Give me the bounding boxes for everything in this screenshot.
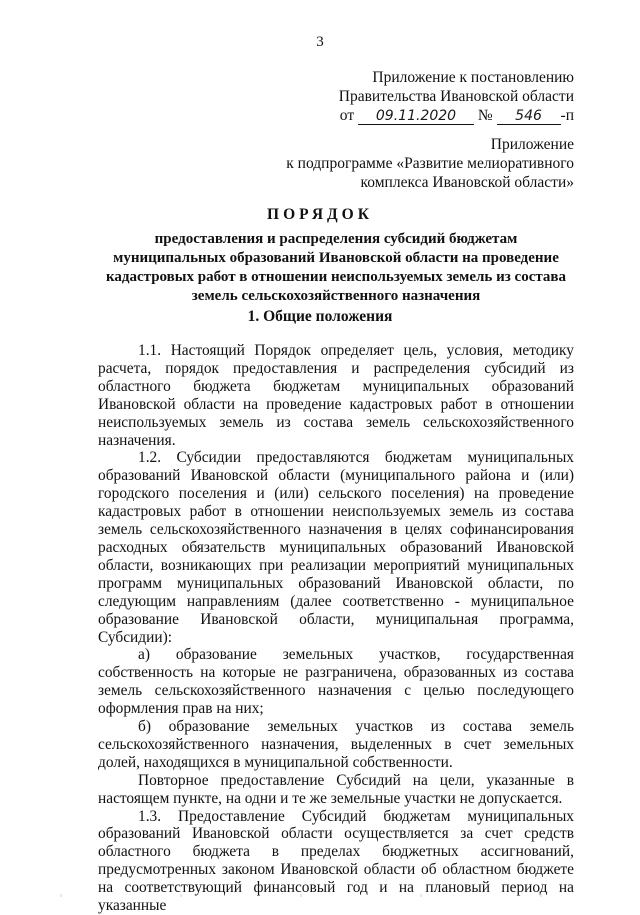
paragraph-item-a: а) образование земельных участков, государственная собственность на которые не разграничена, образованных из состава земель сельскохозяйственного назначения с целью последующего оформления прав на них; <box>98 646 574 718</box>
page-number: 3 <box>316 34 324 50</box>
paragraph-1-3: 1.3. Предоставление Субсидий бюджетам муниципальных образований Ивановской области осуществляется за счет средств областного бюджета в пределах бюджетных ассигнований, предусмотренных законом Ивановской области об областном бюджете на соответствующий финансовый год и на плановый период на указанные <box>98 807 574 915</box>
paragraph-1-2: 1.2. Субсидии предоставляются бюджетам муниципальных образований Ивановской области (муниципального района и (или) городского поселения и (или) сельского поселения) на проведение кадастровых работ в отношении неиспользуемых земель из состава земель сельскохозяйственного назначения в целях софинансирования расходных обязательств муниципальных образований Ивановской области, возникающих при реализации мероприятий муниципальных программ муниципальных образований Ивановской области, по следующим направлениям (далее соответственно - муниципальное образование Ивановской области, муниципальная программа, Субсидии): <box>98 449 574 646</box>
appendix-program-line3: комплекса Ивановской области» <box>360 174 574 191</box>
handwritten-number: 546 <box>497 108 561 125</box>
appendix-resolution-line1: Приложение к постановлению <box>372 69 574 86</box>
number-suffix: -п <box>560 107 574 124</box>
appendix-resolution-line2: Правительства Ивановской области <box>338 88 574 105</box>
scan-edge-artifact <box>0 894 640 897</box>
number-label: № <box>477 107 493 124</box>
appendix-program-line1: Приложение <box>490 136 574 153</box>
section-heading: 1. Общие положения <box>247 308 393 325</box>
paragraph-repeat-note: Повторное предоставление Субсидий на цели, указанные в настоящем пункте, на одни и те же земельные участки не допускается. <box>98 771 574 807</box>
resolution-date-number-line <box>339 106 574 125</box>
document-title: ПОРЯДОК <box>267 206 373 223</box>
appendix-resolution-block <box>339 68 574 125</box>
document-subtitle: предоставления и распределения субсидий бюджетам муниципальных образований Ивановской области на проведение кадастровых работ в отношении неиспользуемых земель из состава земель сельскохозяйственного назначения <box>106 231 566 304</box>
handwritten-date: 09.11.2020 <box>358 108 474 125</box>
paragraph-item-b: б) образование земельных участков из состава земель сельскохозяйственного назначения, выделенных в счет земельных долей, находящихся в муниципальной собственности. <box>98 718 574 771</box>
appendix-program-line2: к подпрограмме «Развитие мелиоративного <box>286 155 574 172</box>
paragraph-1-1: 1.1. Настоящий Порядок определяет цель, условия, методику расчета, порядок предоставления и распределения субсидий из областного бюджета бюджетам муниципальных образований Ивановской области на проведение кадастровых работ в отношении неиспользуемых земель из состава земель сельскохозяйственного назначения. <box>98 342 574 449</box>
document-body <box>98 342 574 915</box>
from-label: от <box>339 107 355 124</box>
appendix-program-block <box>286 135 574 192</box>
